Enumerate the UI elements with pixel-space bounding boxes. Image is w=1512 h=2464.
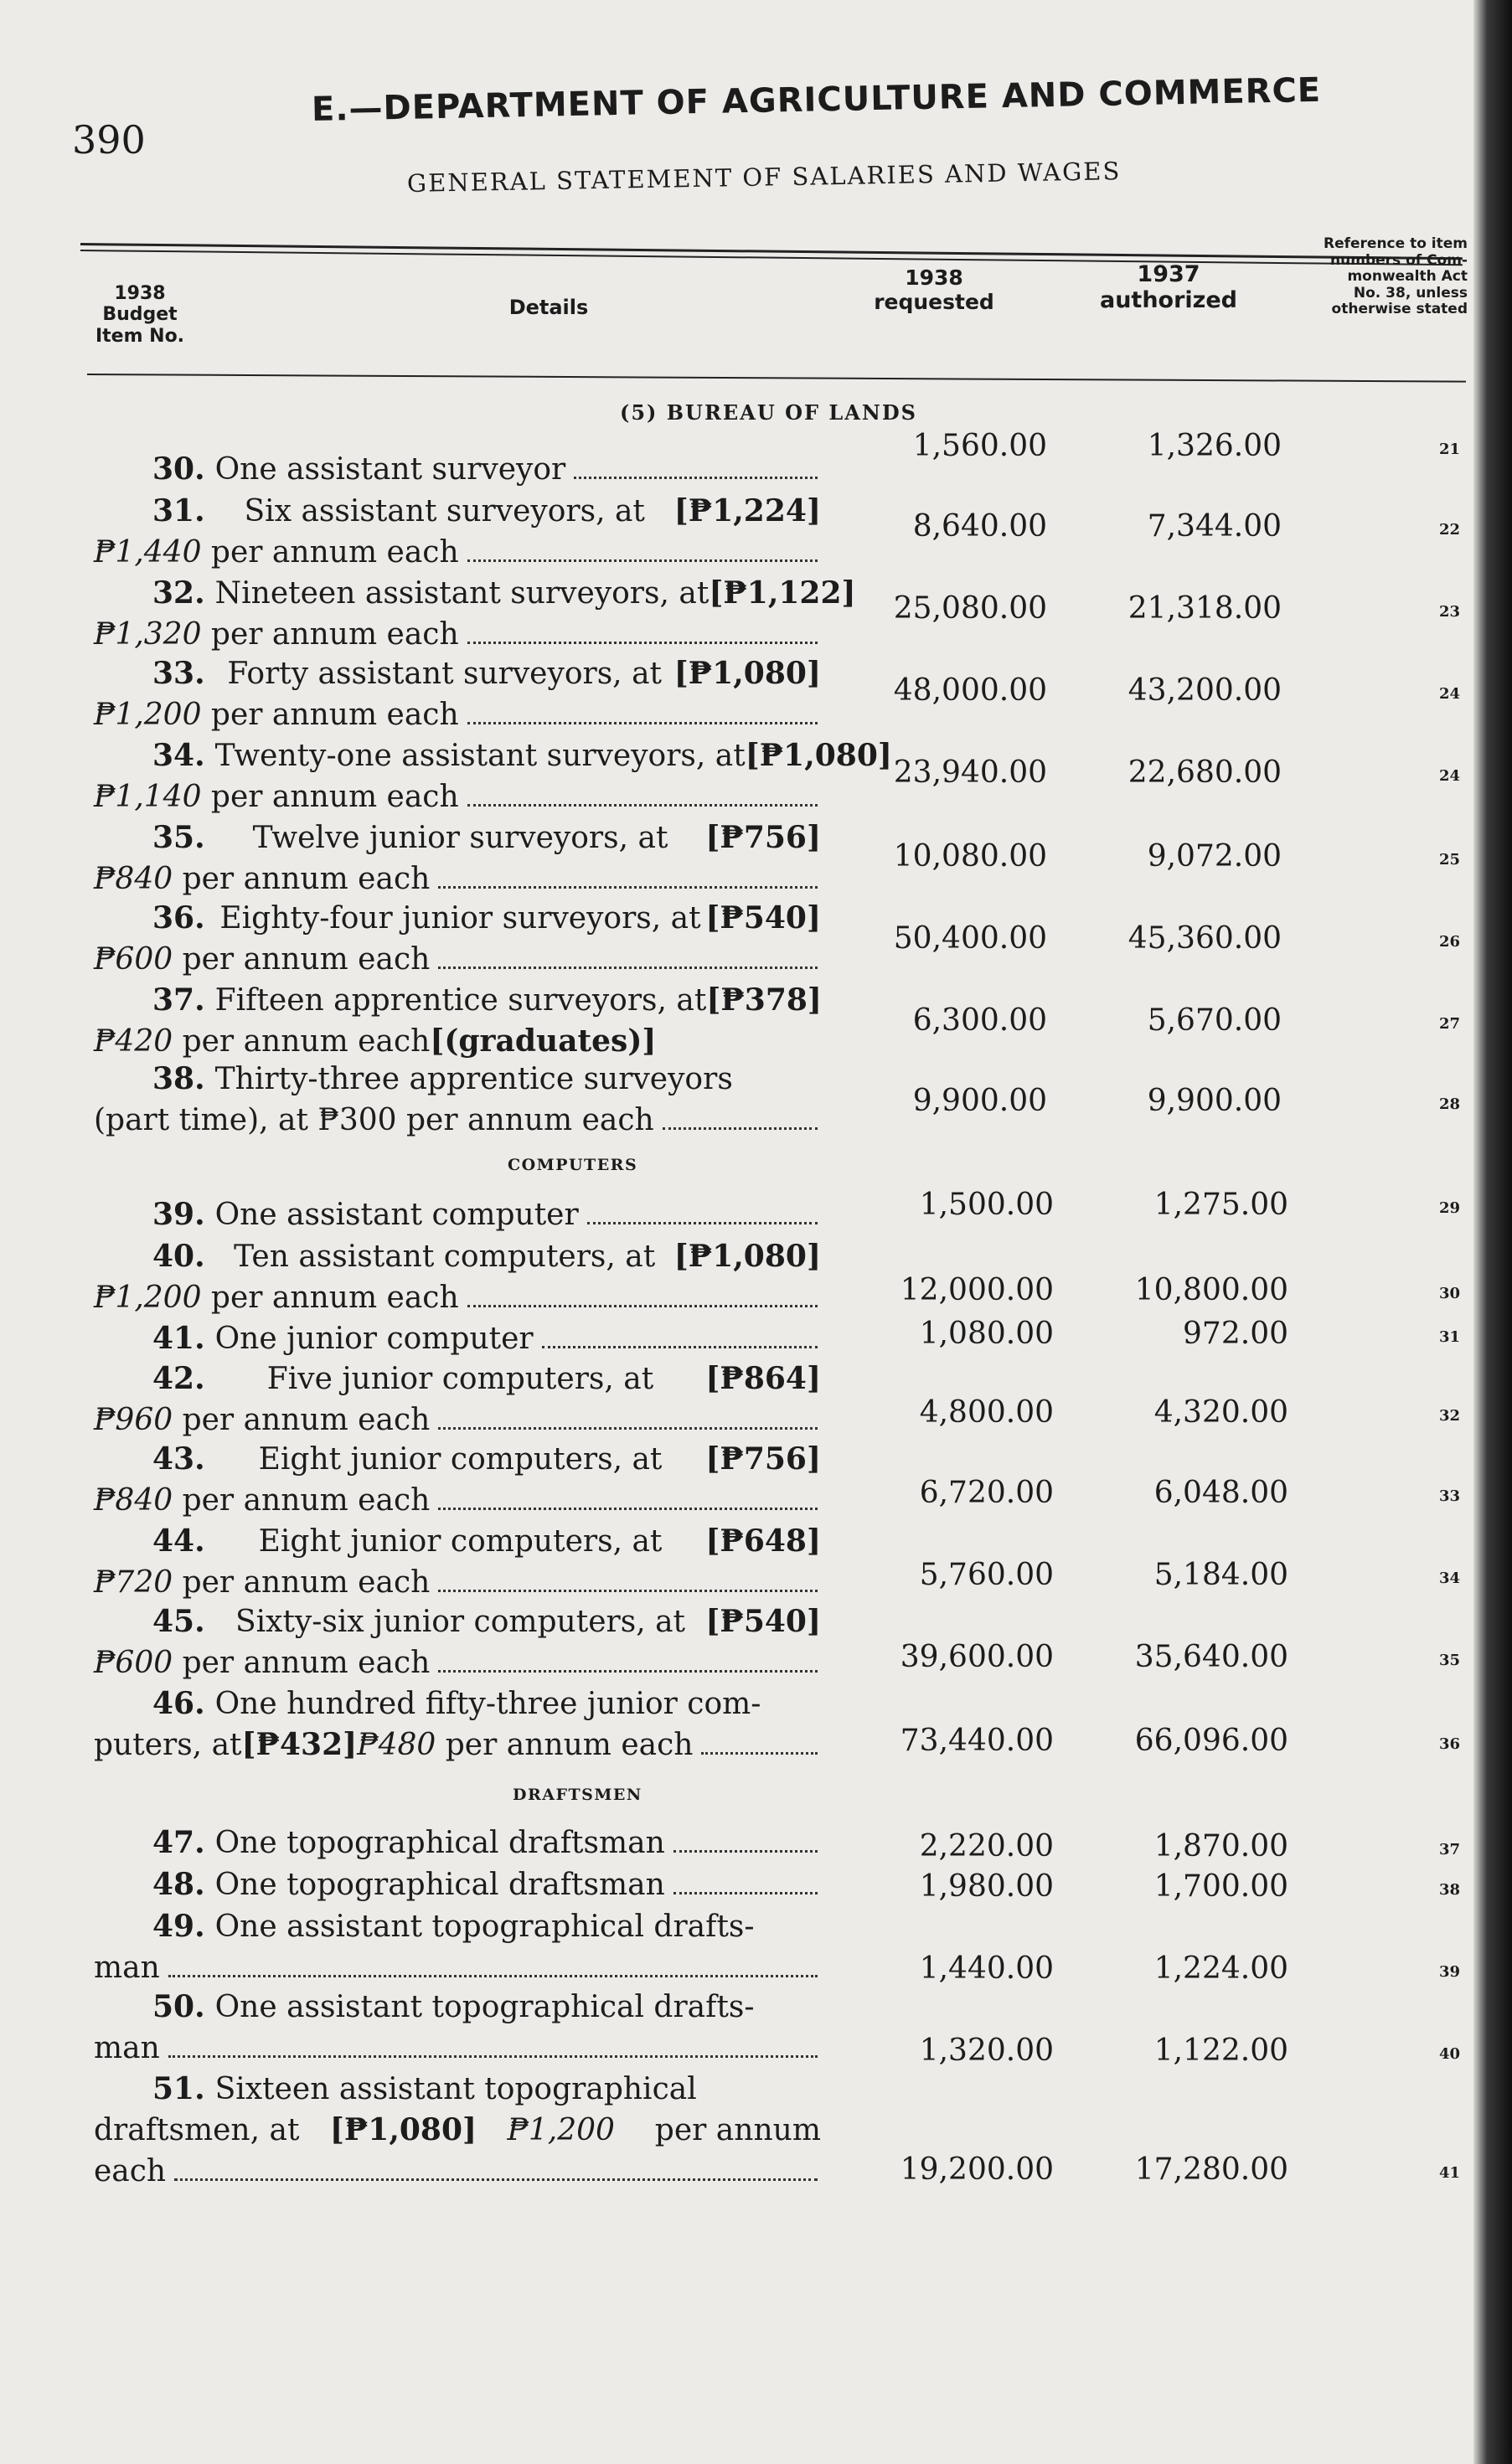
item-number: 33.	[152, 656, 205, 691]
reference-number: 27	[1439, 1015, 1461, 1033]
rate-text: per annum each	[173, 1565, 431, 1600]
amount-1938-requested: 6,720.00	[919, 1476, 1054, 1510]
old-rate: [₱378]	[706, 982, 822, 1018]
rate-text: per annum each	[173, 862, 431, 896]
amount-1938-requested: 2,220.00	[919, 1829, 1054, 1863]
old-rate: [₱756]	[705, 820, 821, 855]
rate-text: per annum each	[173, 1646, 431, 1680]
reference-number: 21	[1439, 441, 1461, 458]
salary-item	[94, 1601, 821, 1683]
old-rate: [₱1,080]	[673, 1239, 821, 1274]
item-line-1	[94, 2069, 821, 2110]
rate-text: per annum each	[201, 780, 459, 814]
subhead-draftsmen: DRAFTSMEN	[513, 1786, 642, 1804]
item-line-2	[94, 1021, 821, 1062]
leader-dots	[467, 804, 818, 807]
salary-item	[94, 1194, 821, 1235]
item-line-1	[94, 1236, 821, 1277]
amount-1938-requested: 1,440.00	[919, 1951, 1054, 1986]
column-header-authorized	[1081, 261, 1257, 313]
leader-dots	[467, 642, 818, 644]
item-description: Twelve junior surveyors, at	[252, 821, 668, 855]
item-number: 35.	[152, 820, 205, 855]
reference-number: 23	[1439, 603, 1461, 621]
reference-number: 33	[1439, 1487, 1461, 1505]
item-description: One topographical draftsman	[214, 1826, 665, 1860]
item-line-1	[94, 1194, 821, 1235]
amount-1937-authorized: 4,320.00	[1153, 1395, 1288, 1430]
item-description: Eighty-four junior surveyors, at	[219, 901, 701, 936]
rate-text: per annum each	[201, 698, 459, 732]
leader-dots	[438, 1508, 818, 1510]
leader-dots	[673, 1850, 818, 1853]
item-line-2	[94, 2028, 821, 2069]
amount-1937-authorized: 5,670.00	[1147, 1003, 1282, 1038]
leader-dots	[663, 1127, 818, 1130]
leader-dots	[168, 2055, 818, 2058]
salary-item	[94, 491, 821, 573]
column-header-reference	[1277, 236, 1468, 318]
item-line-2	[94, 858, 821, 900]
rate-text: per annum each	[173, 1483, 431, 1518]
new-rate: ₱600	[94, 942, 173, 977]
amount-1937-authorized: 21,318.00	[1128, 591, 1282, 626]
item-line-2	[94, 1642, 821, 1683]
rate-text: per annum	[645, 2113, 821, 2147]
item-description: One assistant computer	[214, 1198, 579, 1232]
item-line-2	[94, 532, 821, 573]
item-number: 32.	[152, 575, 205, 611]
amount-1937-authorized: 22,680.00	[1128, 755, 1282, 790]
reference-number: 34	[1439, 1570, 1461, 1587]
item-line-1	[94, 1683, 821, 1724]
salary-item	[94, 573, 856, 655]
column-header-item-no	[77, 283, 203, 347]
reference-number: 29	[1439, 1199, 1461, 1217]
item-continuation: man	[94, 1951, 160, 1985]
item-line-1	[94, 449, 821, 490]
item-line-1	[94, 1358, 821, 1400]
item-line-2	[94, 1947, 821, 1988]
salary-item	[94, 1521, 821, 1603]
rate-text: per annum each	[173, 1403, 431, 1437]
item-description: One assistant surveyor	[214, 452, 566, 487]
item-number: 46.	[152, 1686, 205, 1721]
amount-1937-authorized: 1,870.00	[1153, 1829, 1288, 1863]
leader-dots	[438, 1427, 818, 1430]
item-description: One assistant topographical drafts-	[214, 1910, 755, 1944]
book-binding-shadow	[1473, 0, 1512, 2464]
amount-1937-authorized: 66,096.00	[1134, 1724, 1288, 1758]
leader-dots	[174, 2178, 818, 2181]
item-continuation: draftsmen, at	[94, 2113, 300, 2147]
item-number: 43.	[152, 1441, 205, 1477]
item-continuation: each	[94, 2154, 167, 2188]
rate-text: per annum each	[201, 1281, 459, 1315]
item-number: 31.	[152, 493, 205, 528]
item-line-2	[94, 1480, 821, 1521]
new-rate: ₱1,320	[94, 617, 202, 652]
new-rate: ₱840	[94, 862, 173, 896]
item-line-3	[94, 2151, 821, 2192]
amount-1938-requested: 1,560.00	[912, 429, 1047, 463]
reference-number: 24	[1439, 685, 1461, 703]
salary-item	[94, 898, 821, 980]
salary-item	[94, 1683, 821, 1766]
amount-1938-requested: 73,440.00	[900, 1724, 1054, 1758]
item-description: Five junior computers, at	[266, 1362, 654, 1396]
leader-dots	[467, 722, 818, 724]
leader-dots	[467, 559, 818, 562]
item-line-2	[94, 1400, 821, 1441]
salary-item	[94, 1906, 821, 1988]
salary-item	[94, 980, 821, 1062]
amount-1938-requested: 12,000.00	[900, 1273, 1054, 1307]
statement-subtitle: GENERAL STATEMENT OF SALARIES AND WAGES	[406, 157, 1122, 198]
reference-number: 26	[1439, 933, 1461, 951]
item-line-1	[94, 1521, 821, 1562]
amount-1937-authorized: 1,700.00	[1153, 1869, 1288, 1904]
reference-header-line-5: otherwise stated	[1331, 301, 1468, 318]
item-line-1	[94, 1439, 821, 1480]
authorized-header-line-2: authorized	[1099, 287, 1238, 314]
item-description: One topographical draftsman	[214, 1868, 665, 1902]
amount-1937-authorized: 1,275.00	[1153, 1188, 1288, 1222]
department-title: E.—DEPARTMENT OF AGRICULTURE AND COMMERCE	[311, 70, 1322, 129]
note: [(graduates)]	[430, 1023, 657, 1059]
old-rate: [₱432]	[241, 1727, 358, 1762]
amount-1937-authorized: 45,360.00	[1128, 921, 1282, 956]
amount-1937-authorized: 10,800.00	[1134, 1273, 1288, 1307]
reference-header-line-3: monwealth Act	[1347, 268, 1468, 286]
item-description: One assistant topographical drafts-	[214, 1990, 755, 2024]
item-description: Forty assistant surveyors, at	[227, 657, 662, 691]
old-rate: [₱1,080]	[673, 656, 821, 691]
reference-number: 38	[1439, 1881, 1461, 1899]
new-rate: ₱840	[94, 1483, 173, 1518]
leader-dots	[574, 477, 818, 479]
new-rate: ₱600	[94, 1646, 173, 1680]
old-rate: [₱648]	[705, 1523, 821, 1559]
item-number: 48.	[152, 1867, 205, 1902]
old-rate: [₱540]	[705, 900, 821, 936]
item-number: 47.	[152, 1825, 205, 1860]
new-rate: ₱1,140	[94, 780, 202, 814]
page-number: 390	[72, 117, 146, 162]
item-line-1	[94, 898, 821, 939]
rate-text: per annum each	[201, 617, 459, 652]
amount-1938-requested: 25,080.00	[893, 591, 1047, 626]
rate-text: per annum each	[201, 535, 459, 570]
item-number: 45.	[152, 1604, 205, 1639]
item-number: 41.	[152, 1321, 205, 1356]
old-rate: [₱1,122]	[709, 575, 856, 611]
reference-number: 40	[1439, 2045, 1461, 2063]
new-rate: ₱1,200	[94, 1281, 202, 1315]
item-line-2	[94, 939, 821, 980]
salary-item	[94, 449, 821, 490]
new-rate: ₱480	[357, 1728, 436, 1762]
old-rate: [₱756]	[705, 1441, 821, 1477]
amount-1938-requested: 19,200.00	[900, 2152, 1054, 2187]
amount-1938-requested: 9,900.00	[912, 1084, 1047, 1118]
old-rate: [₱1,080]	[745, 738, 892, 773]
salary-item	[94, 735, 892, 817]
section-title: (5) BUREAU OF LANDS	[620, 400, 918, 425]
new-rate: ₱720	[94, 1565, 173, 1600]
item-no-header-line-1: 1938	[114, 283, 166, 304]
item-description: Ten assistant computers, at	[234, 1240, 656, 1274]
item-line-2	[94, 614, 821, 655]
old-rate: [₱1,080]	[329, 2112, 477, 2147]
leader-dots	[587, 1222, 818, 1224]
amount-1938-requested: 39,600.00	[900, 1640, 1054, 1674]
amount-1937-authorized: 7,344.00	[1147, 509, 1282, 544]
header-rule-bottom	[87, 374, 1466, 383]
amount-1938-requested: 1,980.00	[919, 1869, 1054, 1904]
amount-1937-authorized: 6,048.00	[1153, 1476, 1288, 1510]
item-continuation: (part time), at ₱300 per annum each	[94, 1103, 654, 1137]
item-number: 40.	[152, 1239, 205, 1274]
reference-header-line-4: No. 38, unless	[1353, 284, 1468, 302]
amount-1937-authorized: 972.00	[1183, 1317, 1288, 1351]
item-line-1	[94, 1987, 821, 2028]
salary-item	[94, 653, 821, 735]
item-number: 51.	[152, 2071, 205, 2106]
item-line-2	[94, 776, 821, 817]
item-line-2	[94, 2110, 821, 2151]
salary-item	[94, 1358, 821, 1441]
leader-dots	[168, 1975, 818, 1977]
amount-1937-authorized: 1,122.00	[1153, 2034, 1288, 2068]
item-no-header-line-3: Item No.	[95, 325, 185, 347]
item-line-1	[94, 817, 821, 858]
leader-dots	[438, 886, 818, 889]
reference-number: 39	[1439, 1963, 1461, 1981]
reference-number: 41	[1439, 2164, 1461, 2182]
item-number: 37.	[152, 982, 205, 1018]
item-description: Fifteen apprentice surveyors, at	[214, 983, 707, 1018]
item-line-1	[94, 573, 856, 614]
amount-1938-requested: 50,400.00	[893, 921, 1047, 956]
reference-number: 30	[1439, 1285, 1461, 1302]
amount-1937-authorized: 1,224.00	[1153, 1951, 1288, 1986]
item-line-2	[94, 1277, 821, 1318]
reference-header-line-1: Reference to item	[1323, 235, 1468, 252]
amount-1938-requested: 1,080.00	[919, 1317, 1054, 1351]
salary-item	[94, 1439, 821, 1521]
column-header-details: Details	[508, 296, 589, 319]
new-rate: ₱1,440	[94, 535, 202, 570]
rate-text: per annum each	[173, 942, 431, 977]
item-description: One hundred fifty-three junior com-	[214, 1687, 761, 1721]
amount-1937-authorized: 17,280.00	[1134, 2152, 1288, 2187]
requested-header-line-1: 1938	[905, 265, 963, 290]
item-number: 39.	[152, 1197, 205, 1232]
item-continuation: puters, at	[94, 1728, 242, 1762]
amount-1938-requested: 8,640.00	[912, 509, 1047, 544]
reference-number: 31	[1439, 1328, 1461, 1346]
leader-dots	[673, 1892, 818, 1894]
reference-number: 22	[1439, 521, 1461, 539]
salary-item	[94, 1987, 821, 2069]
amount-1938-requested: 4,800.00	[919, 1395, 1054, 1430]
item-description: Sixteen assistant topographical	[214, 2072, 697, 2106]
amount-1938-requested: 1,500.00	[919, 1188, 1054, 1222]
amount-1937-authorized: 9,900.00	[1147, 1084, 1282, 1118]
new-rate: ₱1,200	[94, 698, 202, 732]
item-description: Nineteen assistant surveyors, at	[214, 576, 710, 611]
reference-number: 24	[1439, 767, 1461, 785]
salary-item	[94, 1822, 821, 1863]
leader-dots	[438, 1670, 818, 1673]
reference-header-line-2: numbers of Com-	[1330, 251, 1468, 269]
rate-text: per annum each	[173, 1024, 431, 1059]
item-number: 36.	[152, 900, 205, 936]
leader-dots	[701, 1752, 818, 1755]
reference-number: 37	[1439, 1841, 1461, 1858]
item-line-2	[94, 1100, 821, 1141]
amount-1938-requested: 1,320.00	[919, 2034, 1054, 2068]
item-number: 49.	[152, 1909, 205, 1944]
item-line-1	[94, 735, 892, 776]
item-description: Twenty-one assistant surveyors, at	[214, 739, 746, 773]
amount-1938-requested: 5,760.00	[919, 1558, 1054, 1592]
amount-1937-authorized: 1,326.00	[1147, 429, 1282, 463]
item-line-2	[94, 1562, 821, 1603]
reference-number: 35	[1439, 1652, 1461, 1669]
salary-item	[94, 1059, 821, 1141]
item-description: Eight junior computers, at	[258, 1524, 663, 1559]
reference-number: 36	[1439, 1735, 1461, 1753]
salary-item	[94, 1236, 821, 1318]
reference-number: 25	[1439, 851, 1461, 869]
authorized-header-line-1: 1937	[1137, 261, 1200, 287]
item-no-header-line-2: Budget	[102, 304, 178, 326]
item-number: 34.	[152, 738, 205, 773]
item-line-1	[94, 1059, 821, 1100]
amount-1938-requested: 6,300.00	[912, 1003, 1047, 1038]
salary-item	[94, 1864, 821, 1905]
new-rate: ₱1,200	[507, 2113, 615, 2147]
item-number: 50.	[152, 1989, 205, 2024]
item-description: Six assistant surveyors, at	[244, 494, 645, 528]
amount-1938-requested: 48,000.00	[893, 673, 1047, 708]
amount-1937-authorized: 43,200.00	[1128, 673, 1282, 708]
amount-1937-authorized: 35,640.00	[1134, 1640, 1288, 1674]
item-line-1	[94, 653, 821, 694]
leader-dots	[438, 967, 818, 969]
amount-1938-requested: 10,080.00	[893, 839, 1047, 874]
item-description: Sixty-six junior computers, at	[235, 1605, 686, 1639]
reference-number: 32	[1439, 1407, 1461, 1425]
salary-item	[94, 817, 821, 900]
item-line-1	[94, 1906, 821, 1947]
item-description: Thirty-three apprentice surveyors	[214, 1062, 733, 1096]
item-line-1	[94, 980, 821, 1021]
amount-1937-authorized: 5,184.00	[1153, 1558, 1288, 1592]
item-line-2	[94, 1724, 821, 1766]
rate-text: per annum each	[436, 1728, 694, 1762]
amount-1938-requested: 23,940.00	[893, 755, 1047, 790]
item-line-1	[94, 491, 821, 532]
item-description: One junior computer	[214, 1322, 534, 1356]
salary-item	[94, 1318, 821, 1359]
new-rate: ₱960	[94, 1403, 173, 1437]
item-line-1	[94, 1318, 821, 1359]
old-rate: [₱864]	[705, 1361, 821, 1396]
item-number: 42.	[152, 1361, 205, 1396]
subhead-computers: COMPUTERS	[508, 1156, 638, 1174]
item-description: Eight junior computers, at	[258, 1442, 663, 1477]
salary-item	[94, 2069, 821, 2192]
requested-header-line-2: requested	[874, 289, 994, 314]
column-header-requested	[846, 266, 1022, 315]
amount-1937-authorized: 9,072.00	[1147, 839, 1282, 874]
item-line-2	[94, 694, 821, 735]
item-number: 44.	[152, 1523, 205, 1559]
old-rate: [₱1,224]	[673, 493, 821, 528]
leader-dots	[542, 1346, 818, 1348]
item-continuation: man	[94, 2031, 160, 2065]
item-line-1	[94, 1864, 821, 1905]
old-rate: [₱540]	[705, 1604, 821, 1639]
leader-dots	[467, 1305, 818, 1307]
leader-dots	[438, 1590, 818, 1592]
reference-number: 28	[1439, 1095, 1461, 1113]
item-line-1	[94, 1822, 821, 1863]
item-number: 38.	[152, 1061, 205, 1096]
item-number: 30.	[152, 451, 205, 487]
new-rate: ₱420	[94, 1024, 173, 1059]
item-line-1	[94, 1601, 821, 1642]
